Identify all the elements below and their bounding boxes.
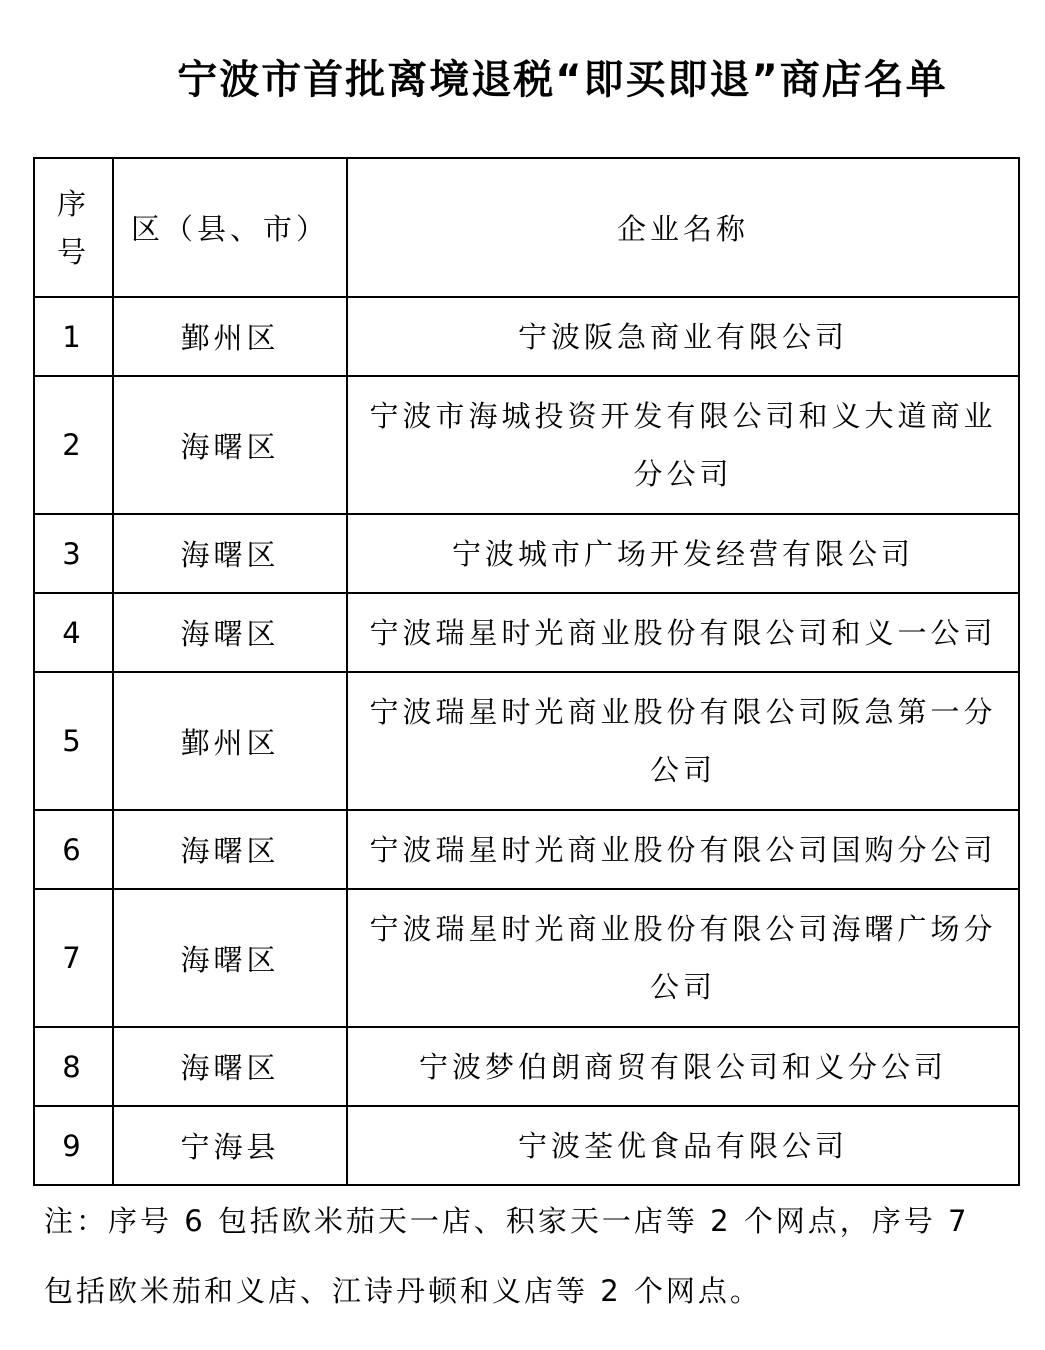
row-company-name: 宁波城市广场开发经营有限公司 (347, 514, 1019, 593)
row-company-name: 宁波梦伯朗商贸有限公司和义分公司 (347, 1027, 1019, 1106)
row-serial-number: 2 (34, 376, 113, 514)
document-title: 宁波市首批离境退税“即买即退”商店名单 (177, 57, 948, 103)
header-serial-number-line1: 序 (56, 186, 90, 221)
header-serial-number-line2: 号 (56, 234, 90, 269)
table-header-row (34, 158, 1019, 297)
row-serial-number: 9 (34, 1106, 113, 1185)
row-serial-number: 8 (34, 1027, 113, 1106)
row-company-name: 宁波瑞星时光商业股份有限公司和义一公司 (347, 593, 1019, 672)
header-serial-number (34, 158, 113, 297)
table-row (34, 1027, 1019, 1106)
row-district: 海曙区 (113, 376, 347, 514)
row-company-name: 宁波瑞星时光商业股份有限公司国购分公司 (347, 810, 1019, 889)
table-row (34, 297, 1019, 376)
table-row (34, 1106, 1019, 1185)
row-district: 海曙区 (113, 889, 347, 1027)
table-row (34, 889, 1019, 1027)
row-serial-number: 1 (34, 297, 113, 376)
row-district: 宁海县 (113, 1106, 347, 1185)
row-serial-number: 4 (34, 593, 113, 672)
row-serial-number: 6 (34, 810, 113, 889)
table-row (34, 376, 1019, 514)
row-company-name: 宁波瑞星时光商业股份有限公司阪急第一分公司 (347, 672, 1019, 810)
table-row (34, 672, 1019, 810)
row-company-name: 宁波荃优食品有限公司 (347, 1106, 1019, 1185)
header-company-name: 企业名称 (347, 158, 1019, 297)
row-district: 海曙区 (113, 810, 347, 889)
row-serial-number: 7 (34, 889, 113, 1027)
row-serial-number: 3 (34, 514, 113, 593)
row-company-name: 宁波市海城投资开发有限公司和义大道商业分公司 (347, 376, 1019, 514)
table-row (34, 514, 1019, 593)
table-row (34, 593, 1019, 672)
row-district: 海曙区 (113, 514, 347, 593)
row-district: 鄞州区 (113, 297, 347, 376)
row-company-name: 宁波瑞星时光商业股份有限公司海曙广场分公司 (347, 889, 1019, 1027)
row-company-name: 宁波阪急商业有限公司 (347, 297, 1019, 376)
table-row (34, 810, 1019, 889)
row-district: 海曙区 (113, 1027, 347, 1106)
row-district: 鄞州区 (113, 672, 347, 810)
row-district: 海曙区 (113, 593, 347, 672)
footnote: 注：序号 6 包括欧米茄天一店、积家天一店等 2 个网点，序号 7 包括欧米茄和义店、江诗丹顿和义店等 2 个网点。 (44, 1204, 970, 1308)
row-serial-number: 5 (34, 672, 113, 810)
store-list-table (33, 157, 1020, 1186)
header-district: 区（县、市） (113, 158, 347, 297)
